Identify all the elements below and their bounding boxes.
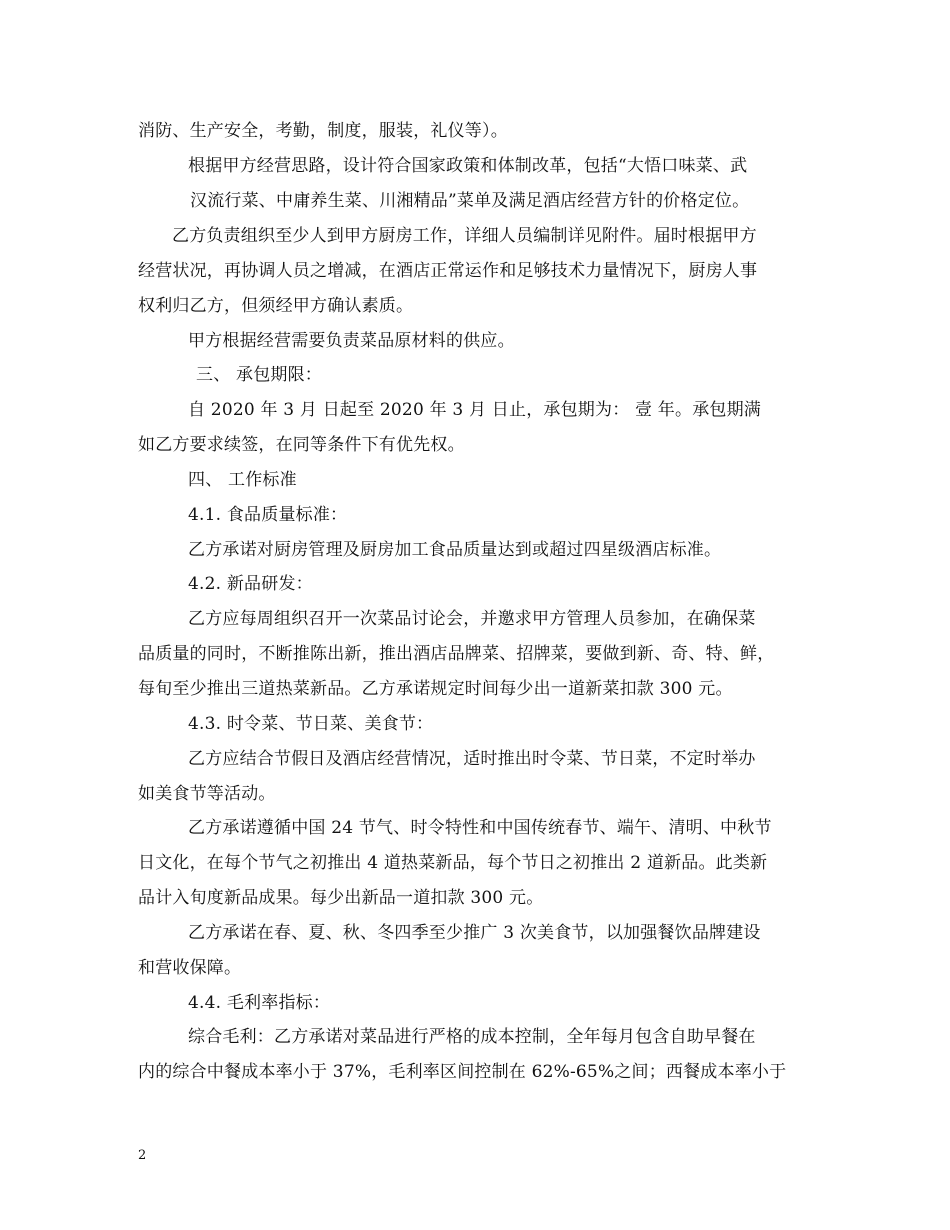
text-line: 乙方承诺对厨房管理及厨房加工食品质量达到或超过四星级酒店标准。 [188,540,722,560]
text-line: 和营收保障。 [138,958,242,978]
subsection-heading: 4.3. 时令菜、节日菜、美食节： [188,714,434,734]
text-line: 如乙方要求续签，在同等条件下有优先权。 [138,435,465,455]
text-line: 甲方根据经营需要负责菜品原材料的供应。 [188,331,515,351]
page-number: 2 [138,1148,147,1163]
subsection-heading: 4.4. 毛利率指标： [188,993,331,1013]
text-line: 综合毛利：乙方承诺对菜品进行严格的成本控制，全年每月包含自助早餐在 [188,1027,756,1047]
text-line: 品质量的同时，不断推陈出新，推出酒店品牌菜、招牌菜，要做到新、奇、特、鲜， [138,644,775,664]
text-line: 日文化，在每个节气之初推出 4 道热菜新品，每个节日之初推出 2 道新品。此类新 [138,853,768,873]
section-heading: 三、 承包期限： [196,365,323,385]
text-line: 乙方应结合节假日及酒店经营情况，适时推出时令菜、节日菜，不定时举办 [188,749,756,769]
subsection-heading: 4.2. 新品研发： [188,574,313,594]
text-line: 内的综合中餐成本率小于 37%，毛利率区间控制在 62%-65%之间；西餐成本率小于 [138,1062,787,1082]
text-line: 乙方承诺遵循中国 24 节气、时令特性和中国传统春节、端午、清明、中秋节 [188,818,772,838]
text-line: 每旬至少推出三道热菜新品。乙方承诺规定时间每少出一道新菜扣款 300 元。 [138,679,733,699]
text-line: 权利归乙方，但须经甲方确认素质。 [138,296,414,316]
text-line: 乙方承诺在春、夏、秋、冬四季至少推广 3 次美食节，以加强餐饮品牌建设 [188,923,761,943]
text-line: 自 2020 年 3 月 日起至 2020 年 3 月 日止，承包期为： 壹 年。承包期满 [188,400,762,420]
text-line: 品计入旬度新品成果。每少出新品一道扣款 300 元。 [138,888,544,908]
text-line: 如美食节等活动。 [138,784,276,804]
subsection-heading: 4.1. 食品质量标准： [188,505,348,525]
section-heading: 四、 工作标准 [188,470,297,490]
text-line: 乙方负责组织至少人到甲方厨房工作，详细人员编制详见附件。届时根据甲方 [172,226,757,246]
text-line: 消防、生产安全，考勤，制度，服装，礼仪等）。 [138,121,508,141]
text-line: 经营状况，再协调人员之增减，在酒店正常运作和足够技术力量情况下，厨房人事 [138,261,758,281]
text-line: 根据甲方经营思路，设计符合国家政策和体制改革，包括“大悟口味菜、武 [188,156,748,176]
text-line: 乙方应每周组织召开一次菜品讨论会，并邀求甲方管理人员参加，在确保菜 [188,609,756,629]
text-line: 汉流行菜、中庸养生菜、川湘精品”菜单及满足酒店经营方针的价格定位。 [190,191,750,211]
